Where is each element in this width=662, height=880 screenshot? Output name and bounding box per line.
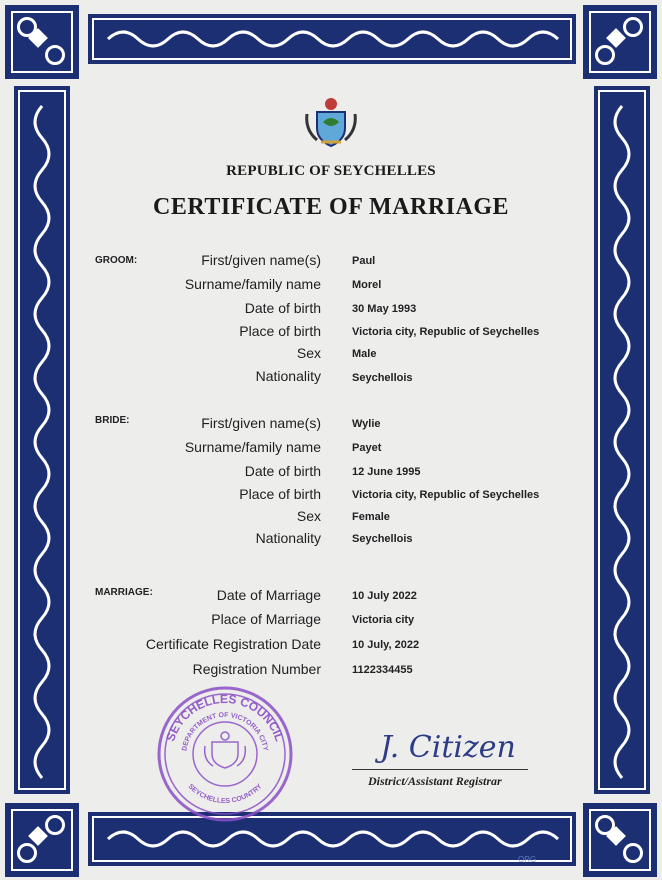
- bride-nationality-value: Seychellois: [352, 533, 413, 545]
- marriage-section-label: MARRIAGE:: [95, 587, 153, 598]
- groom-surname-value: Morel: [352, 279, 382, 291]
- corner-ornament-bottom-left: [5, 803, 79, 877]
- registration-number-value: 1122334455: [352, 664, 413, 676]
- bride-surname-value: Payet: [352, 442, 382, 454]
- left-border-pattern: [14, 86, 70, 794]
- top-border-band: [88, 14, 576, 64]
- country-name: REPUBLIC OF SEYCHELLES: [226, 163, 436, 179]
- bride-pob-label: Place of birth: [239, 486, 321, 502]
- bride-sex-value: Female: [352, 511, 390, 523]
- groom-surname-label: Surname/family name: [184, 276, 321, 292]
- groom-nationality-label: Nationality: [255, 368, 321, 384]
- corner-ornament-top-right: [583, 5, 657, 79]
- marriage-place-label: Place of Marriage: [211, 611, 321, 627]
- registrar-signature: J. Citizen: [380, 730, 516, 765]
- watermark: ORG: [518, 855, 537, 864]
- groom-sex-label: Sex: [296, 345, 321, 361]
- marriage-date-value: 10 July 2022: [352, 590, 417, 602]
- stamp-top-text: SEYCHELLES COUNCIL: [163, 691, 287, 744]
- bride-section-label: BRIDE:: [95, 415, 130, 426]
- left-border-band: [14, 86, 70, 794]
- groom-nationality-value: Seychellois: [352, 372, 413, 384]
- corner-ornament-bottom-right: [583, 803, 657, 877]
- registration-number-label: Registration Number: [192, 661, 321, 677]
- stamp-middle-text: DEPARTMENT OF VICTORIA CITY: [181, 711, 269, 752]
- marriage-date-label: Date of Marriage: [216, 587, 321, 603]
- stamp-emblem: [205, 732, 246, 768]
- bride-first-name-value: Wylie: [352, 418, 381, 430]
- bride-pob-value: Victoria city, Republic of Seychelles: [352, 489, 540, 501]
- registration-date-value: 10 July, 2022: [352, 639, 420, 651]
- certificate-title: CERTIFICATE OF MARRIAGE: [152, 194, 509, 220]
- groom-section-label: GROOM:: [95, 255, 138, 266]
- right-border-pattern: [594, 86, 650, 794]
- corner-ornament-top-left: [5, 5, 79, 79]
- bride-dob-value: 12 June 1995: [352, 466, 421, 478]
- registration-date-label: Certificate Registration Date: [145, 636, 321, 652]
- groom-dob-label: Date of birth: [244, 300, 321, 316]
- stamp-bottom-text: SEYCHELLES COUNTRY: [186, 783, 264, 805]
- bride-first-name-label: First/given name(s): [201, 415, 321, 431]
- marriage-place-value: Victoria city: [352, 614, 415, 626]
- groom-pob-label: Place of birth: [239, 323, 321, 339]
- groom-dob-value: 30 May 1993: [352, 303, 417, 315]
- groom-sex-value: Male: [352, 348, 377, 360]
- bride-sex-label: Sex: [296, 508, 321, 524]
- bride-nationality-label: Nationality: [255, 530, 321, 546]
- groom-first-name-value: Paul: [352, 255, 376, 267]
- signature-line: [352, 769, 528, 770]
- bride-dob-label: Date of birth: [244, 463, 321, 479]
- coat-of-arms-emblem: [301, 92, 361, 152]
- official-stamp: [150, 684, 300, 824]
- groom-pob-value: Victoria city, Republic of Seychelles: [352, 326, 540, 338]
- groom-first-name-label: First/given name(s): [201, 252, 321, 268]
- bride-surname-label: Surname/family name: [184, 439, 321, 455]
- registrar-title: District/Assistant Registrar: [368, 774, 502, 788]
- right-border-band: [594, 86, 650, 794]
- top-border-pattern: [88, 14, 576, 64]
